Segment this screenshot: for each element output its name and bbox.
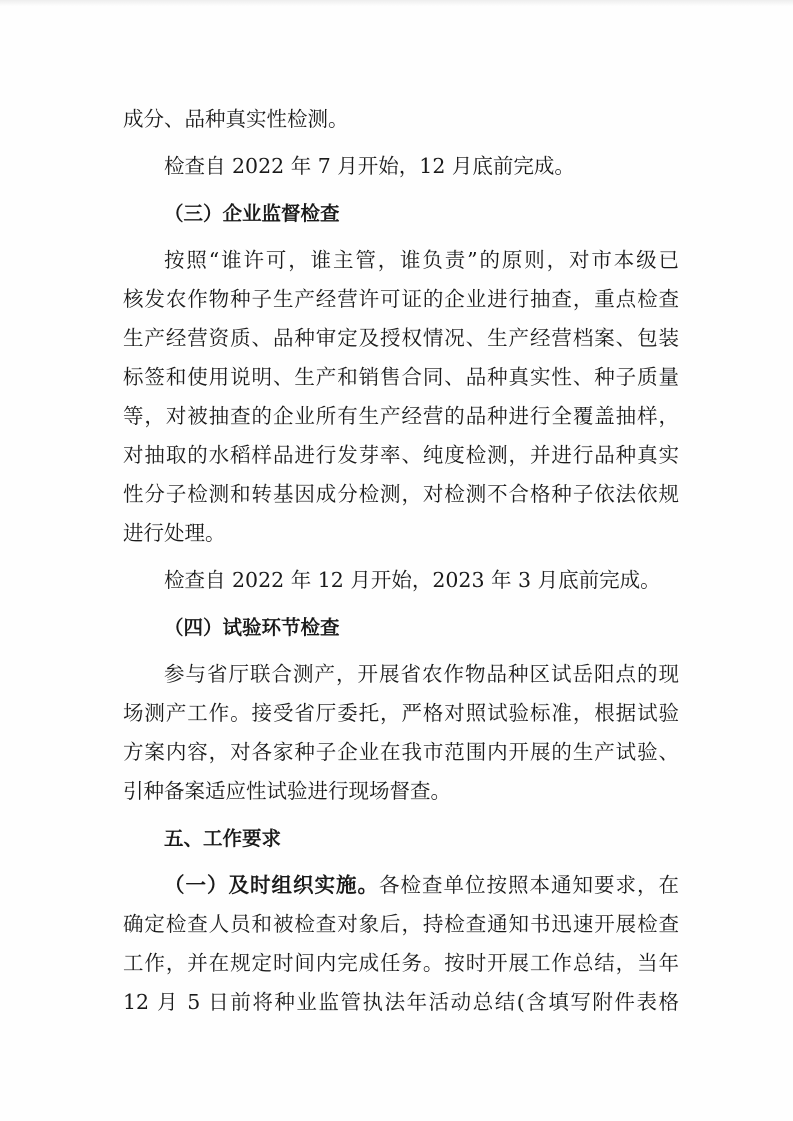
- paragraph-line: 生产经营资质、品种审定及授权情况、生产经营档案、包装: [123, 326, 679, 350]
- paragraph-line: 对抽取的水稻样品进行发芽率、纯度检测，并进行品种真实: [123, 443, 679, 467]
- schedule-paragraph: 检查自 2022 年 12 月开始，2023 年 3 月底前完成。: [164, 568, 661, 592]
- paragraph-line: 等，对被抽查的企业所有生产经营的品种进行全覆盖抽样，: [123, 404, 679, 428]
- paragraph-line: 确定检查人员和被检查对象后，持检查通知书迅速开展检查: [123, 912, 679, 936]
- paragraph-trial-inspection: [123, 655, 679, 811]
- paragraph-line: 工作，并在规定时间内完成任务。按时开展工作总结，当年: [123, 951, 679, 975]
- paragraph-line: 性分子检测和转基因成分检测，对检测不合格种子依法依规: [123, 482, 679, 506]
- paragraph-text: 各检查单位按照本通知要求，在: [379, 873, 679, 897]
- paragraph-line: 核发农作物种子生产经营许可证的企业进行抽查，重点检查: [123, 287, 679, 311]
- paragraph-line: 场测产工作。接受省厅委托，严格对照试验标准，根据试验: [123, 701, 679, 725]
- paragraph-line: 12 月 5 日前将种业监管执法年活动总结(含填写附件表格: [123, 990, 679, 1014]
- paragraph-line: 参与省厅联合测产，开展省农作物品种区试岳阳点的现: [164, 662, 679, 686]
- paragraph-line: [123, 866, 679, 905]
- paragraph-line: 方案内容，对各家种子企业在我市范围内开展的生产试验、: [123, 740, 679, 764]
- paragraph-line: 按照“谁许可，谁主管，谁负责”的原则，对市本级已: [164, 248, 679, 272]
- paragraph-timely-implementation: [123, 866, 679, 1022]
- paragraph-lead: （一）及时组织实施。: [164, 873, 379, 897]
- section-heading-work-requirements: 五、工作要求: [164, 827, 282, 850]
- paragraph-enterprise-inspection: [123, 241, 679, 553]
- paragraph-line: 进行处理。: [123, 521, 226, 545]
- heading-enterprise-inspection: （三）企业监督检查: [164, 202, 340, 225]
- paragraph-line: 标签和使用说明、生产和销售合同、品种真实性、种子质量: [123, 365, 679, 389]
- document-body: [123, 100, 679, 1022]
- schedule-paragraph: 检查自 2022 年 7 月开始，12 月底前完成。: [164, 154, 575, 178]
- heading-trial-inspection: （四）试验环节检查: [164, 616, 340, 639]
- paragraph-line: 引种备案适应性试验进行现场督查。: [123, 779, 451, 803]
- paragraph-line: 成分、品种真实性检测。: [123, 107, 349, 131]
- scan-edge: [0, 0, 793, 6]
